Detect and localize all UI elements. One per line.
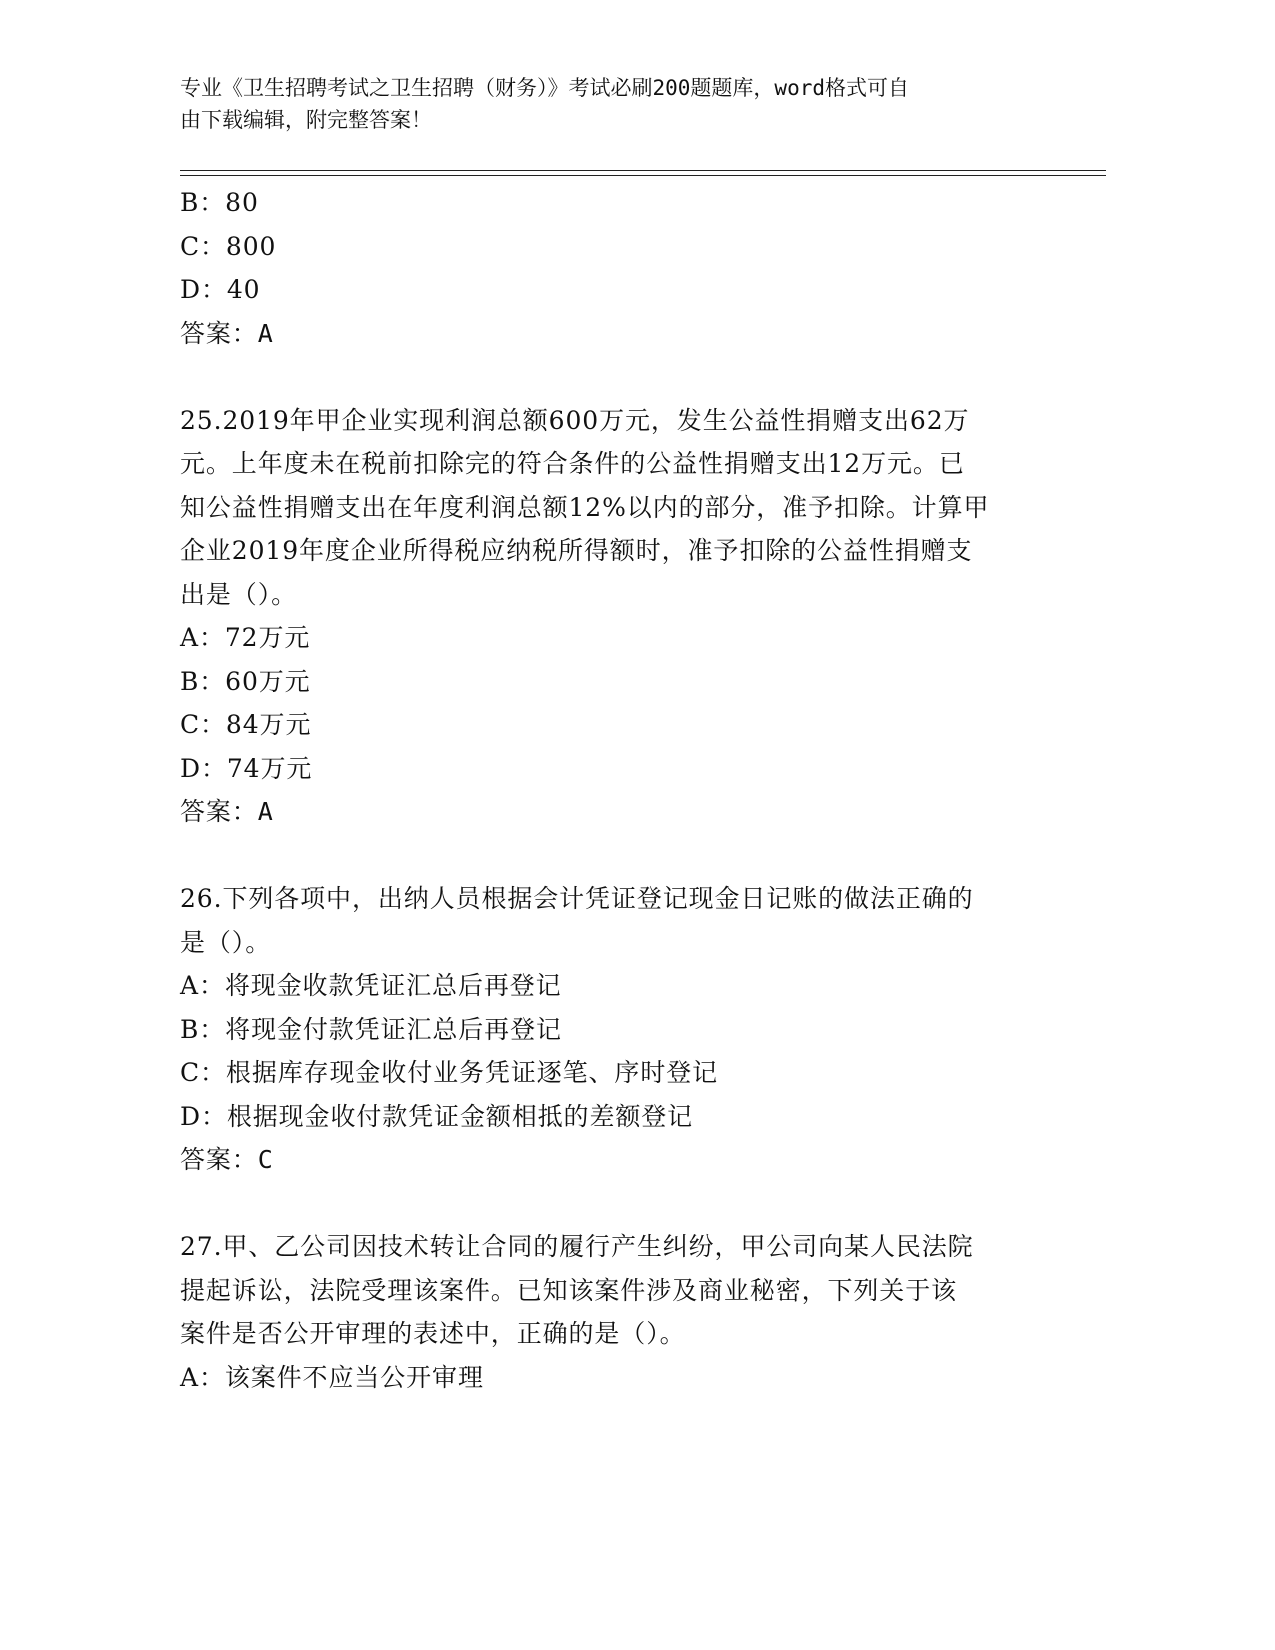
option-c: C：根据库存现金收付业务凭证逐笔、序时登记 (180, 1058, 719, 1087)
answer-line (180, 1138, 1030, 1182)
option-a: A：72万元 (180, 623, 311, 652)
answer-value: A (257, 797, 274, 826)
option-d: D：40 (180, 275, 261, 304)
answer-line (180, 790, 1030, 834)
header-divider-thick (180, 175, 1106, 176)
page-header (180, 72, 1040, 136)
option-a: A：将现金收款凭证汇总后再登记 (180, 971, 562, 1000)
spacer (180, 1182, 1030, 1226)
header-line-2: 由下载编辑，附完整答案！ (180, 108, 432, 132)
question-stem-line: 企业2019年度企业所得税应纳税所得额时，准予扣除的公益性捐赠支 (180, 536, 973, 565)
option-a: A：该案件不应当公开审理 (180, 1362, 484, 1392)
answer-label: 答案： (180, 318, 258, 348)
question-stem-line: 27.甲、乙公司因技术转让合同的履行产生纠纷，甲公司向某人民法院 (180, 1232, 974, 1261)
answer-value: C (257, 1145, 274, 1174)
question-stem-line: 26.下列各项中，出纳人员根据会计凭证登记现金日记账的做法正确的 (180, 884, 974, 913)
question-stem-line: 案件是否公开审理的表述中，正确的是（）。 (180, 1319, 686, 1348)
option-c: C：84万元 (180, 710, 312, 739)
option-d: D：74万元 (180, 753, 313, 783)
question-stem-line: 知公益性捐赠支出在年度利润总额12%以内的部分，准予扣除。计算甲 (180, 492, 990, 522)
answer-value: A (257, 318, 274, 348)
prev-question-block (180, 181, 1030, 355)
question-26 (180, 877, 1030, 1182)
question-25 (180, 399, 1030, 834)
option-b: B：将现金付款凭证汇总后再登记 (180, 1014, 562, 1044)
question-stem-line: 提起诉讼，法院受理该案件。已知该案件涉及商业秘密，下列关于该 (180, 1275, 958, 1305)
option-b: B：60万元 (180, 666, 311, 696)
option-b: B：80 (180, 188, 259, 217)
question-stem-line: 出是（）。 (180, 579, 298, 609)
question-stem-line: 是（）。 (180, 927, 272, 957)
question-stem-line: 元。上年度未在税前扣除完的符合条件的公益性捐赠支出12万元。已 (180, 449, 965, 478)
answer-label: 答案： (180, 797, 258, 826)
option-c: C：800 (180, 231, 277, 261)
answer-label: 答案： (180, 1145, 258, 1174)
answer-line (180, 312, 1030, 356)
document-body (180, 181, 1030, 1399)
header-divider-thin (180, 170, 1106, 171)
spacer (180, 834, 1030, 878)
spacer (180, 355, 1030, 399)
option-d: D：根据现金收付款凭证金额相抵的差额登记 (180, 1101, 694, 1131)
question-27 (180, 1225, 1030, 1399)
header-line-1: 专业《卫生招聘考试之卫生招聘（财务）》考试必刷200题题库，word格式可自 (180, 76, 909, 100)
question-stem-line: 25.2019年甲企业实现利润总额600万元，发生公益性捐赠支出62万 (180, 405, 970, 435)
